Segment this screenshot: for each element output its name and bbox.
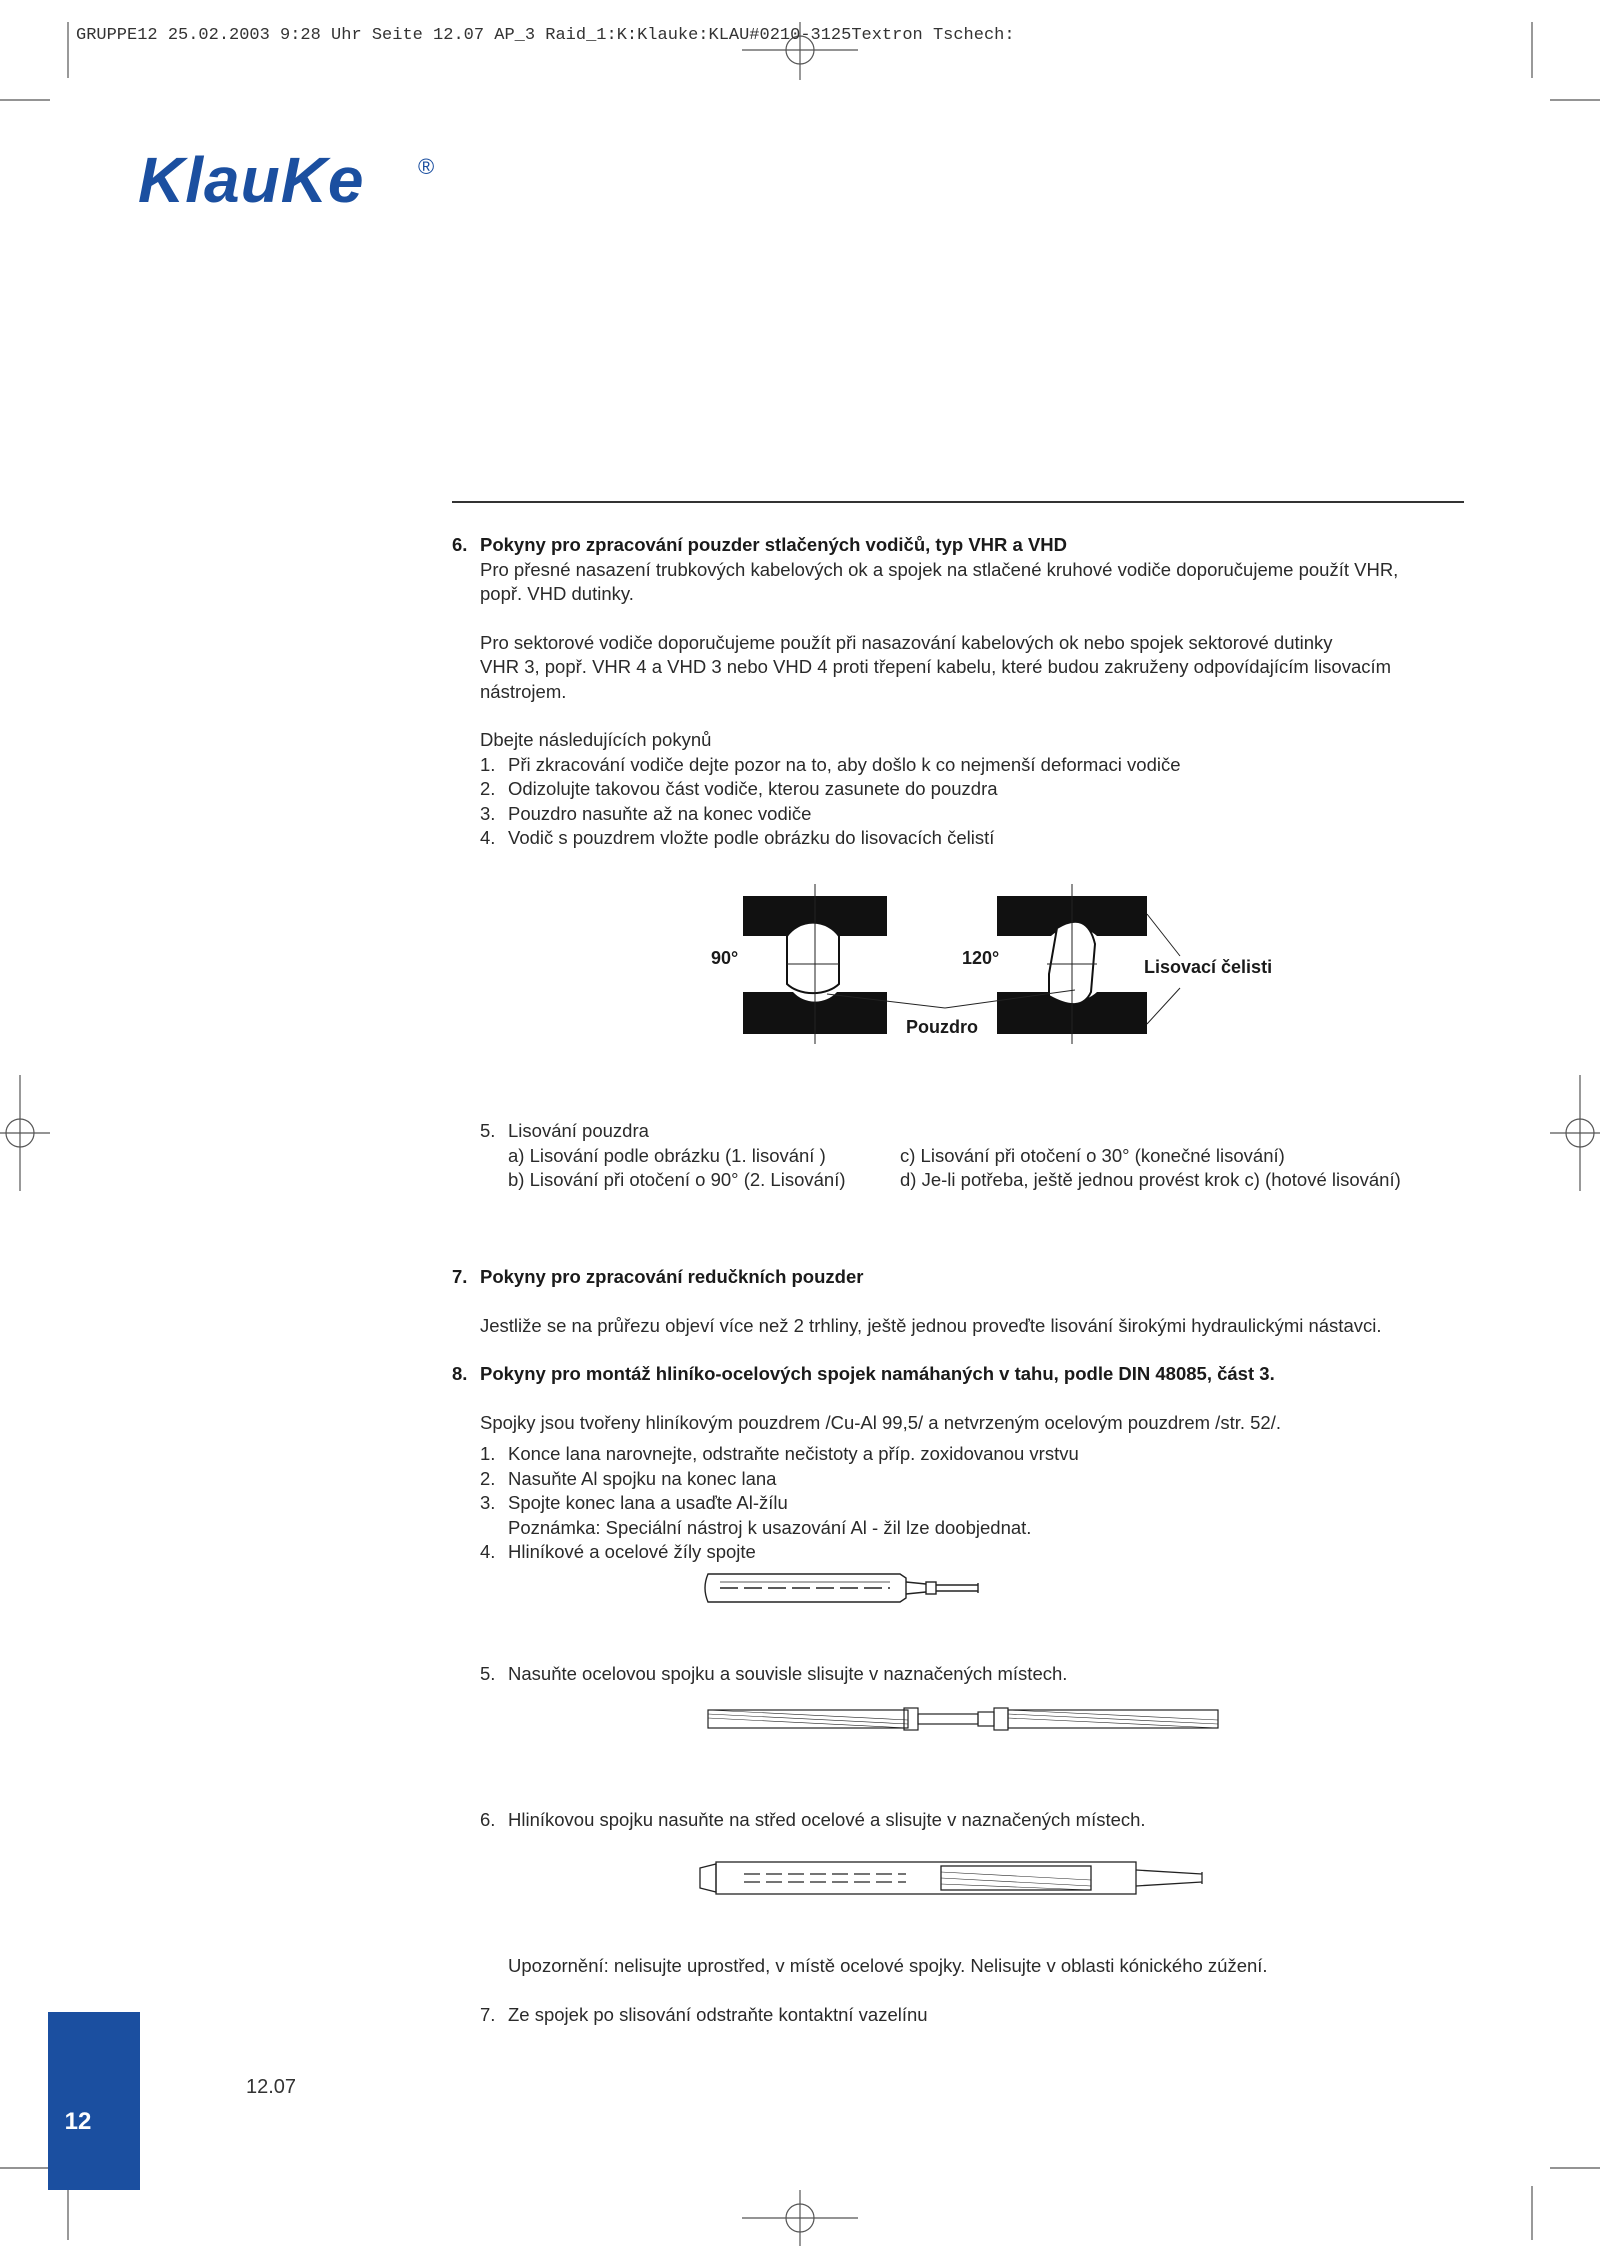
print-slug: GRUPPE12 25.02.2003 9:28 Uhr Seite 12.07 AP_3 Raid_1:K:Klauke:KLAU#0210-3125Textron Tschech: [76,26,1015,45]
list-item: 3. Spojte konec lana a usaďte Al-žílu [480,1492,788,1513]
pressing-steps [452,1119,1472,1193]
section-6 [452,533,1472,851]
page-number-tab [48,2012,140,2190]
pressing-step-a: a) Lisování podle obrázku (1. lisování ) [508,1144,826,1166]
klauke-logo: KlauKe [138,144,365,216]
section-6-heading: 6. Pokyny pro zpracování pouzder stlačených vodičů, typ VHR a VHD [452,534,1068,555]
header-rule [452,501,1464,503]
section-8-list [452,1442,1472,1565]
label-90-degrees: 90° [711,948,739,968]
list-item: 7. Ze spojek po slisování odstraňte kontaktní vazelínu [480,2004,928,2025]
list-item: 6. Hliníkovou spojku nasuňte na střed ocelové a slisujte v naznačených místech. [480,1809,1146,1830]
section-8-heading: 8. Pokyny pro montáž hliníko-ocelových spojek namáhaných v tahu, podle DIN 48085, část 3. [452,1363,1275,1384]
section-8-step-6 [452,1808,1472,1833]
al-sleeve-illustration [696,1858,1216,1898]
left-ferrule [787,923,839,994]
list-item: 3. Pouzdro nasuňte až na konec vodiče [480,802,812,824]
list-item: 5. Nasuňte ocelovou spojku a souvisle slisujte v naznačených místech. [480,1663,1068,1684]
registered-mark: ® [418,154,435,179]
section-8-step-5 [452,1662,1472,1687]
note-item: Poznámka: Speciální nástroj k usazování Al - žil lze doobjednat. [508,1516,1032,1538]
page-number: 12 [64,2108,92,2135]
label-crimping-jaws: Lisovací čelisti [1144,957,1273,977]
list-item: 4. Vodič s pouzdrem vložte podle obrázku do lisovacích čelistí [480,827,995,848]
al-core-illustration [700,1568,1000,1608]
section-8-step-7 [452,2003,1472,2028]
instructions-title: Dbejte následujících pokynů [480,729,712,750]
section-6-para-1: Pro přesné nasazení trubkových kabelových ok a spojek na stlačené kruhové vodiče doporučujeme použít VHR, popř. VHD dutinky. [480,558,1399,604]
section-8-intro: Spojky jsou tvořeny hliníkovým pouzdrem /Cu-Al 99,5/ a netvrzeným ocelovým pouzdrem /str. 52/. [480,1411,1281,1433]
section-8 [452,1362,1472,1565]
section-6-para-2: Pro sektorové vodiče doporučujeme použít při nasazování kabelových ok nebo spojek sektorové dutinky VHR 3, popř. VHR 4 a VHD 3 nebo VHD 4 proti třepení kabelu, které budou zakruženy odpovídajícím lisovacím nástrojem. [480,631,1392,702]
label-120-degrees: 120° [962,948,1000,968]
section-7-heading: 7. Pokyny pro zpracování redučkních pouzder [452,1266,864,1287]
section-7-text: Jestliže se na průřezu objeví více než 2 trhliny, ještě jednou proveďte lisování širokými hydraulickými nástavci. [480,1314,1382,1336]
label-pouzdro: Pouzdro [906,1017,978,1037]
steel-sleeve-illustration [706,1704,1226,1734]
pressing-step-c: c) Lisování při otočení o 30° (konečné lisování) [900,1144,1285,1166]
pressing-step-b: b) Lisování při otočení o 90° (2. Lisování) [508,1169,846,1190]
list-item: 2. Nasuňte Al spojku na konec lana [480,1467,777,1489]
edition-date: 12.07 [246,2076,297,2098]
instruction-list [452,753,1472,851]
warning-note: Upozornění: nelisujte uprostřed, v místě ocelové spojky. Nelisujte v oblasti kónického zúžení. [508,1955,1268,1976]
list-item: 2. Odizolujte takovou část vodiče, kterou zasunete do pouzdra [480,778,998,799]
list-item: 5. Lisování pouzdra [480,1120,649,1141]
section-7 [452,1265,1472,1338]
list-item: 1. Konce lana narovnejte, odstraňte nečistoty a příp. zoxidovanou vrstvu [480,1443,1079,1464]
list-item: 1. Při zkracování vodiče dejte pozor na to, aby došlo k co nejmenší deformaci vodiče [480,753,1181,775]
list-item: 4. Hliníkové a ocelové žíly spojte [480,1541,756,1562]
pressing-step-d: d) Je-li potřeba, ještě jednou provést krok c) (hotové lisování) [900,1169,1401,1190]
